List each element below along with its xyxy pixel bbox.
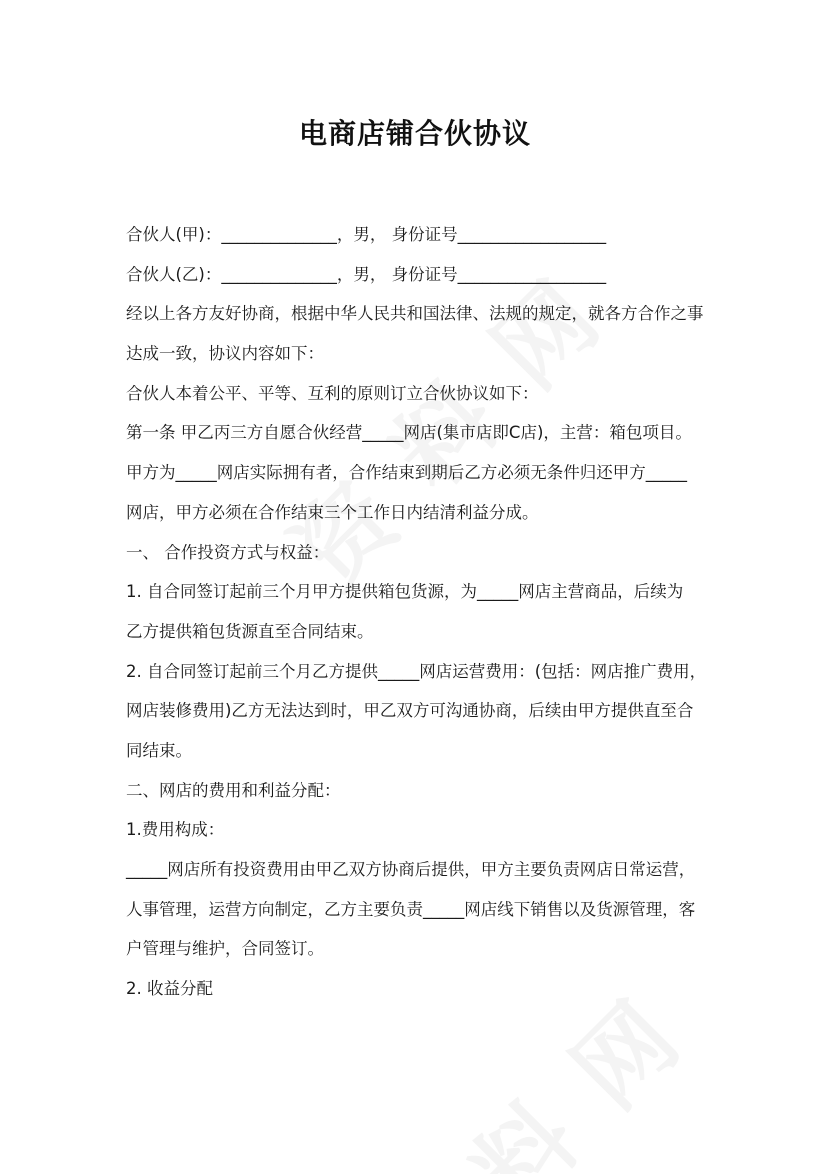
paragraph-line: 网店装修费用)乙方无法达到时，甲乙双方可沟通协商，后续由甲方提供直至合 <box>126 701 694 721</box>
subsection-heading: 1.费用构成： <box>126 820 225 840</box>
article-one-line: 第一条 甲乙丙三方自愿合伙经营_____网店(集市店即C店)，主营：箱包项目。 <box>126 423 692 443</box>
paragraph-line: 2. 自合同签订起前三个月乙方提供_____网店运营费用：(包括：网店推广费用， <box>126 661 707 681</box>
paragraph-line: 网店，甲方必须在合作结束三个工作日内结清利益分成。 <box>126 502 539 522</box>
paragraph-line: 户管理与维护，合同签订。 <box>126 939 324 959</box>
paragraph-line: 同结束。 <box>126 740 192 760</box>
subsection-heading: 2. 收益分配 <box>126 979 213 999</box>
section-heading: 二、网店的费用和利益分配： <box>126 780 341 800</box>
document-title: 电商店铺合伙协议 <box>298 117 531 150</box>
paragraph-line: _____网店所有投资费用由甲乙双方协商后提供，甲方主要负责网店日常运营， <box>126 860 696 879</box>
paragraph-line: 达成一致，协议内容如下： <box>126 344 324 364</box>
paragraph-line: 甲方为_____网店实际拥有者，合作结束到期后乙方必须无条件归还甲方_____ <box>126 463 687 483</box>
paragraph-line: 合伙人本着公平、平等、互利的原则订立合伙协议如下： <box>126 383 539 403</box>
paragraph-line: 1. 自合同签订起前三个月甲方提供箱包货源，为_____网店主营商品，后续为 <box>126 582 684 602</box>
paragraph-line: 人事管理，运营方向制定，乙方主要负责_____网店线下销售以及货源管理，客 <box>126 899 696 919</box>
paragraph-line: 经以上各方友好协商，根据中华人民共和国法律、法规的规定，就各方合作之事 <box>126 304 704 324</box>
paragraph-line: 乙方提供箱包货源直至合同结束。 <box>126 621 374 641</box>
document-body <box>126 215 726 1009</box>
section-heading: 一、 合作投资方式与权益： <box>126 542 330 562</box>
partner-a-line: 合伙人(甲)：______________，男， 身份证号__________________ <box>126 225 607 244</box>
partner-b-line: 合伙人(乙)：______________，男， 身份证号__________________ <box>126 264 607 284</box>
